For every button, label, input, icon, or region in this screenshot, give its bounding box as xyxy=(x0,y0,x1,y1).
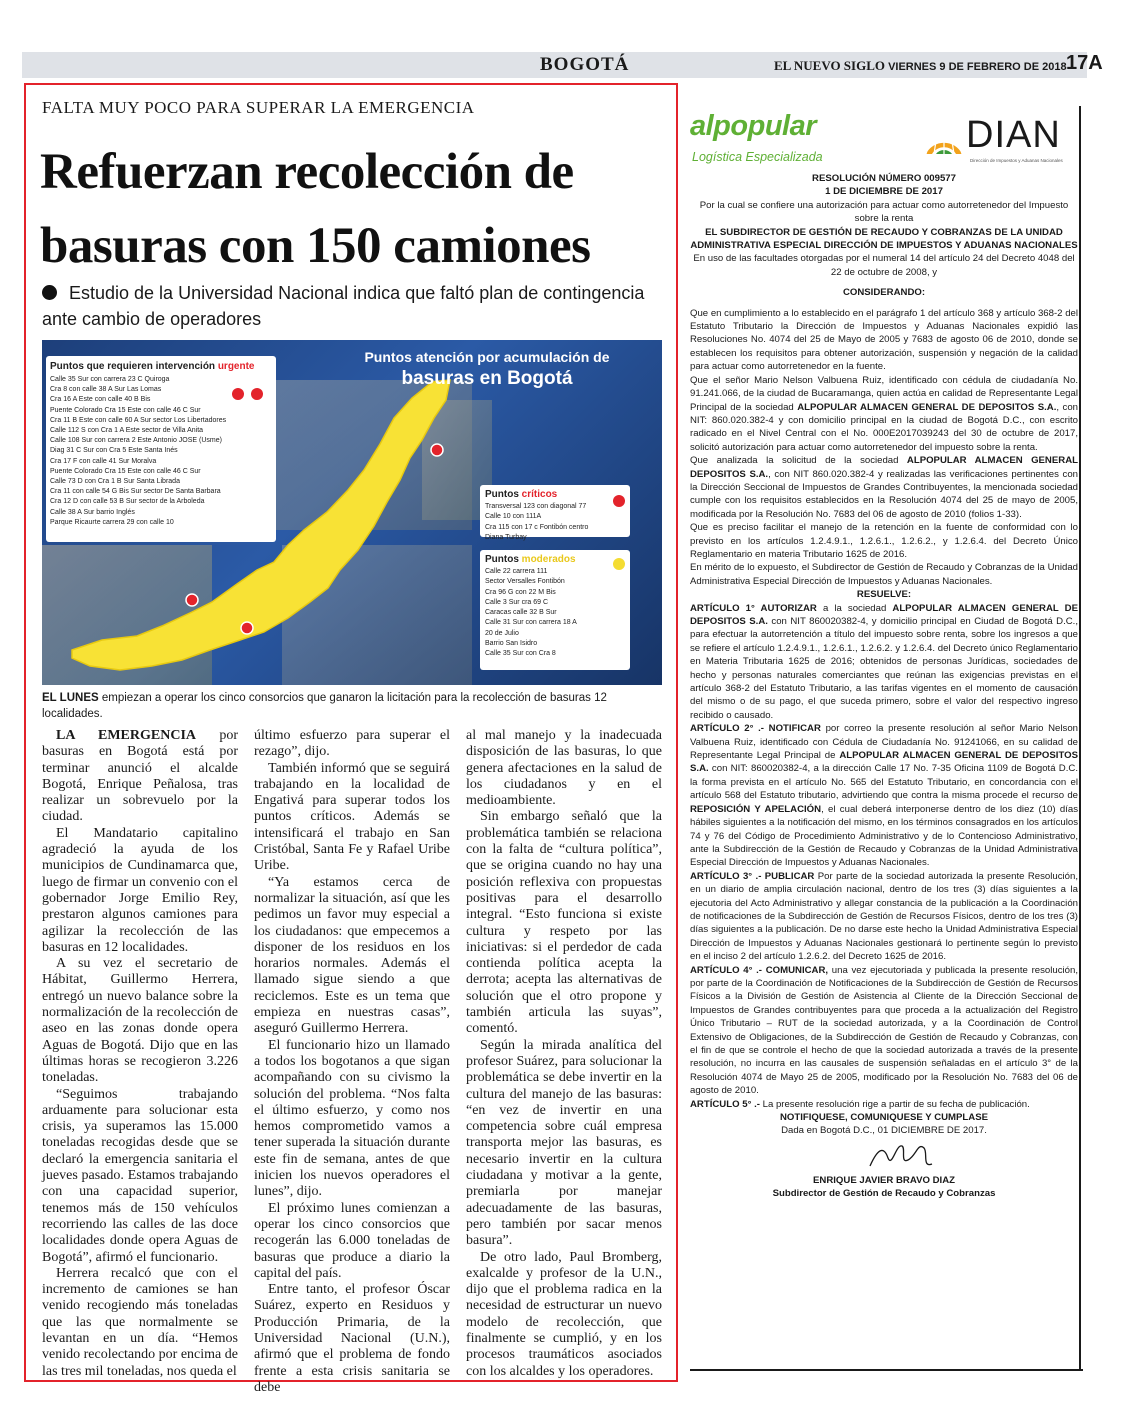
urgent-point: Calle 108 Sur con carrera 2 Este Antonio JOSE (Usme) xyxy=(50,437,222,445)
subhead-text: Estudio de la Universidad Nacional indica que faltó plan de contingencia ante cambio de operadores xyxy=(42,283,645,329)
infographic-map xyxy=(42,340,662,685)
paragraph: El funcionario hizo un llamado a todos los bogotanos a que sigan acompañando con su civismo la solución del problema. “Nos falta el último esfuerzo, y como nos hemos comprometido vamos a tener superada la situación durante este fin de semana, antes de que inicien los nuevos operadores el lunes”, dijo. xyxy=(254,1037,450,1200)
issue-date: VIERNES 9 DE FEBRERO DE 2018 xyxy=(888,61,1067,73)
paragraph-text: Por parte de la sociedad autorizada la presente Resolución, en un diario de amplia circulación nacional, dentro de los tres (3) días siguientes a la ejecutoria del Acto Administrativo y allegar constancia de la publicación a la Coordinación de notificaciones de la Subdirección de Gestión de Recursos Físicos, dentro de los tres (3) días siguientes a la publicación. De no darse este hecho la Unidad Administrativa Especial Dirección de Impuestos y Aduanas Nacionales gestionará lo pertinente según lo previsto en el inciso 2 del artículo 1.2.6.2. del Decreto 1625 de 2016. xyxy=(690,870,1078,963)
resolution-authority: EL SUBDIRECTOR DE GESTIÓN DE RECAUDO Y COBRANZAS DE LA UNIDAD ADMINISTRATIVA ESPECIAL DIRECCIÓN DE IMPUESTOS Y ADUANAS NACIONALES xyxy=(690,226,1078,252)
news-article xyxy=(24,83,678,1395)
paragraph: El próximo lunes comienzan a operar los cinco consorcios que recogerán las 6.000 toneladas de basuras que produce a diario la capital del país. xyxy=(254,1200,450,1281)
critical-point: Cra 115 con 17 c Fontibón centro xyxy=(485,523,589,531)
considering-paragraph: Que es preciso facilitar el manejo de la retención en la fuente de conformidad con lo previsto en los artículos 1.2.4.9.1., 1.2.6.1., 1.2.6.2., y 1.2.6.4. del Decreto Único Reglamentario en materia Tributario 1625 de 2016. xyxy=(690,522,1078,560)
urgent-point: Puente Colorado Cra 15 Este con calle 46 C Sur xyxy=(50,467,201,475)
signature xyxy=(690,1138,1078,1174)
urgent-point: Cra 11 B Este con calle 60 A Sur sector Los Libertadores xyxy=(50,416,227,424)
critical-legend-dot xyxy=(613,495,625,507)
moderate-point: Caracas calle 32 B Sur xyxy=(485,609,557,617)
article-4 xyxy=(690,964,1078,1098)
section-name: BOGOTÁ xyxy=(540,54,630,75)
resolution-number: RESOLUCIÓN NÚMERO 009577 xyxy=(812,173,956,184)
company-name: ALPOPULAR ALMACEN GENERAL DE DEPOSITOS S.A. xyxy=(690,750,1078,775)
critical-title-a: Puntos xyxy=(485,489,522,500)
dian-subtitle: Dirección de Impuestos y Aduanas Nacionales xyxy=(970,158,1063,163)
infographic-title-line1: Puntos atención por acumulación de xyxy=(364,349,610,365)
urgent-points-title xyxy=(50,360,272,374)
critical-point: Diana Turbay xyxy=(485,533,527,541)
article-column-2 xyxy=(254,728,450,1396)
paragraph: “Seguimos trabajando arduamente para solucionar esta crisis, ya superamos las 15.000 toneladas recogidas desde que se declaró la emergencia sanitaria el jueves pasado. Estamos trabajando con una capacidad superior, tenemos más de 150 vehículos recorriendo las calles de las doce localidades donde opera Aguas de Bogotá”, afirmó el funcionario. xyxy=(42,1086,238,1265)
company-name: ALPOPULAR ALMACEN GENERAL DE DEPOSITOS S.A. xyxy=(797,401,1057,413)
moderate-point: Sector Versalles Fontibón xyxy=(485,578,565,586)
resolution-date: 1 DE DICIEMBRE DE 2017 xyxy=(825,186,943,198)
paragraph: Entre tanto, el profesor Óscar Suárez, experto en Residuos y Producción Primaria, de la Universidad Nacional (U.N.), afirmó que el problema de fondo frente a esta crisis sanitaria se debe xyxy=(254,1282,450,1395)
dian-emblem-icon xyxy=(922,114,966,158)
infographic-caption xyxy=(42,690,662,722)
article-kicker: FALTA MUY POCO PARA SUPERAR LA EMERGENCIA xyxy=(42,98,475,117)
alpopular-tagline: Logística Especializada xyxy=(692,150,823,164)
lead-in: LA EMERGENCIA xyxy=(56,728,197,743)
moderate-point: Calle 3 Sur cra 69 C xyxy=(485,598,549,606)
closing-formula: NOTIFIQUESE, COMUNIQUESE Y CUMPLASE xyxy=(779,1112,989,1124)
article-5 xyxy=(690,1098,1078,1111)
urgent-point: Puente Colorado Cra 15 Este con calle 46 C Sur xyxy=(50,406,201,414)
paragraph: El Mandatario capitalino agradeció la ayuda de los municipios de Cundinamarca que, luego de firmar un convenio con el gobernador Jorge Emilio Rey, prestaron algunos camiones para agilizar la recolección de las basuras en 12 localidades. xyxy=(42,825,238,955)
paragraph: También informó que se seguirá trabajando en la localidad de Engativá para superar todos los puntos críticos. Además se intensificará el trabajo en San Cristóbal, Santa Fe y Rafael Uribe Uribe. xyxy=(254,760,450,874)
paragraph: Herrera recalcó que con el incremento de camiones se han venido recogiendo más toneladas que las que normalmente se levantan en un día. “Hemos venido recolectando por encima de las tres mil toneladas, nos queda el xyxy=(42,1265,238,1379)
moderate-legend-dot xyxy=(613,558,625,570)
dian-wordmark: DIAN xyxy=(966,114,1061,156)
paragraph-text: a la sociedad xyxy=(816,602,893,614)
signer-name: ENRIQUE JAVIER BRAVO DIAZ xyxy=(813,1174,955,1186)
paragraph-text: La presente resolución rige a partir de su fecha de publicación. xyxy=(759,1098,1030,1110)
critical-point: Calle 10 con 111A xyxy=(485,513,542,521)
paragraph-text: con NIT 860020382-4, y domicilio principal en Ciudad de Bogotá D.C., para efectuar la autorretención a título del impuesto sobre renta, sobre los ingresos a que se refiere el artículo 1.2.4.9.1., 1.2.6.1., 1.2.6.2. y 1.2.6.4. del Decreto único Reglamentario en Materia Tributaria 1625 de 2016; obtenidos de personas Jurídicas, sociedades de hecho y personas naturales comerciantes que reúnan las exigencias previstas en el artículo 368-2 del Estatuto Tributario, a las tarifas vigentes en el momento de causación del mismo o de su pago, el que suceda primero, sobre el valor del respectivo ingreso recibido o causado. xyxy=(690,616,1078,721)
urgent-title-a: Puntos xyxy=(50,361,84,372)
urgent-marker-2 xyxy=(251,388,263,400)
moderate-points-box xyxy=(480,550,630,670)
paragraph: A su vez el secretario de Hábitat, Guillermo Herrera, entregó un nuevo balance sobre la normalización de la recolección de aseo en las zonas donde opera Aguas de Bogotá. Dijo que en las últimas horas se recogieron 3.226 toneladas. xyxy=(42,956,238,1086)
paper-name: EL NUEVO SIGLO xyxy=(774,58,885,73)
urgent-point: Calle 112 S con Cra 1 A Este sector de Villa Anita xyxy=(50,427,204,435)
article-label: ARTÍCULO 2° .- NOTIFICAR xyxy=(690,723,821,735)
critical-points-title xyxy=(485,488,625,502)
company-name: ALPOPULAR ALMACEN GENERAL DEPOSITOS S.A. xyxy=(690,455,1078,480)
article-column-1 xyxy=(42,728,238,1380)
urgent-marker-1 xyxy=(232,388,244,400)
considering-paragraph: En mérito de lo expuesto, el Subdirector de Gestión de Recaudo y Cobranzas de la Unidad Administrativa Especial Dirección de Impuestos y Aduanas Nacionales. xyxy=(690,562,1078,587)
paragraph-text: Que analizada la solicitud de la sociedad xyxy=(690,455,907,467)
page-header xyxy=(22,52,1103,78)
paragraph xyxy=(42,728,238,826)
article-label: ARTÍCULO 1° AUTORIZAR xyxy=(690,602,817,614)
considering-paragraph xyxy=(690,374,1078,454)
moderate-point: 20 de Julio xyxy=(485,629,519,637)
urgent-title-b: que requieren intervención xyxy=(83,361,218,372)
company-name: ALPOPULAR ALMACEN GENERAL DE DEPOSITOS S.A. xyxy=(690,602,1078,627)
critical-point: Transversal 123 con diagonal 77 xyxy=(485,503,587,510)
urgent-points-box xyxy=(46,356,276,542)
moderate-point: Calle 22 carrera 111 xyxy=(485,568,548,575)
page-number: 17A xyxy=(1066,52,1103,74)
article-label: ARTÍCULO 4° .- COMUNICAR, xyxy=(690,964,829,976)
alpopular-logo: alpopular xyxy=(690,110,817,142)
urgent-point: Diag 31 C Sur con Cra 5 Este Santa Inés xyxy=(50,447,178,455)
paragraph: “Ya estamos cerca de normalizar la situación, así que les pedimos un favor muy especial a los ciudadanos: que empecemos a disponer de los residuos en los horarios normales. Además el llamado sigue siendo a que reciclemos. Este es un tema que empieza en nuestras casas”, aseguró Guillermo Herrera. xyxy=(254,874,450,1037)
urgent-point: Calle 73 D con Cra 1 B Sur Santa Librada xyxy=(50,478,180,486)
paragraph: último esfuerzo para superar el rezago”, dijo. xyxy=(254,728,450,760)
considering-paragraph: Que en cumplimiento a lo establecido en el parágrafo 1 del artículo 368 y artículo 368-2 del Estatuto Tributario la Dirección de Impuestos y Aduanas Nacionales expidió las Resoluciones No. 4074 del 25 de Mayo de 2005 y 7683 de agosto 06 de 2010, donde se establecen los requisitos para obtener autorización, suspensión y negación de la calidad para actuar como autorretenedor en la fuente. xyxy=(690,307,1078,373)
caption-text: empiezan a operar los cinco consorcios que ganaron la licitación para la recolección de basuras 12 localidades. xyxy=(42,692,607,720)
article-1 xyxy=(690,602,1078,723)
article-label: ARTÍCULO 3° .- PUBLICAR xyxy=(690,870,815,882)
urgent-point: Cra 11 con calle 54 G Bis Sur sector De Santa Barbara xyxy=(50,488,221,496)
critical-title-b: críticos xyxy=(521,489,558,500)
resolve-title: RESUELVE: xyxy=(856,589,912,601)
paragraph-text: , con NIT: 860.020.382-4 y con domicilio principal en la ciudad de Bogotá D.C., con escrito radicado en el Nivel Central con el No. 000E2017039243 del 30 de octubre de 2017, solicitó autorización para actuar como autorretenedor del impuesto sobre la renta. xyxy=(690,401,1078,453)
article-label: ARTÍCULO 5° .- xyxy=(690,1098,760,1110)
critical-marker-3 xyxy=(241,622,253,634)
moderate-points-title xyxy=(485,553,625,567)
critical-points-box xyxy=(480,485,630,541)
paragraph: al mal manejo y la inadecuada disposición de las basuras, lo que genera afectaciones en la salud de los ciudadanos y en el medioambiente. xyxy=(466,728,662,809)
infographic-title xyxy=(337,346,637,390)
moderate-point: Cra 96 G con 22 M Bis xyxy=(485,588,556,596)
paragraph-text: por basuras en Bogotá está por terminar anunció el alcalde Bogotá, Enrique Peñalosa, tras realizar un sobrevuelo por la ciudad. xyxy=(42,728,238,825)
urgent-point: Cra 12 D con calle 53 B Sur sector de la Arboleda xyxy=(50,498,205,506)
bullet-icon xyxy=(42,285,57,300)
dian-logo xyxy=(922,114,1082,164)
article-column-3 xyxy=(466,728,662,1380)
paragraph-text: con NIT: 860020382-4, a la dirección Calle 17 No. 7-35 Oficina 1109 de Bogotá D.C. la forma prevista en el artículo No. 565 del Estatuto Tributario, en concordancia con el artículo 568 del Estatuto tributario, advirtiendo que contra la misma procede el recurso de xyxy=(690,763,1078,802)
resolution-text xyxy=(690,172,1078,1201)
resolution-purpose: Por la cual se confiere una autorización para actuar como autorretenedor del Impuesto sobre la renta xyxy=(699,199,1069,225)
urgent-title-c: urgente xyxy=(217,361,255,372)
article-subhead xyxy=(42,280,662,332)
paragraph-text: , el cual deberá interponerse dentro de los diez (10) días hábiles siguientes a la notificación del mismo, en los términos consagrados en los artículos 74 y 76 del Código de Procedimiento Administrativo y de lo Contencioso Administrativo, ante la Subdirección de la Gestión de Recaudo y Cobranzas de la Unidad Administrativa Especial Dirección de Impuestos y Aduanas Nacionales. xyxy=(690,803,1079,869)
urgent-point: Calle 35 Sur con carrera 23 C Quiroga xyxy=(50,376,170,383)
article-3 xyxy=(690,870,1078,964)
urgent-point: Calle 38 A Sur barrio Inglés xyxy=(50,508,135,516)
moderate-title-b: moderados xyxy=(521,554,576,565)
paragraph-text: Que el señor Mario Nelson Valbuena Ruiz, identificado con cédula de ciudadanía No. 91.241.066, de la ciudad de Bucaramanga, quien actúa en calidad de Representante Legal Principal de la sociedad xyxy=(690,374,1078,413)
paragraph: Sin embargo señaló que la problemática también se relaciona con la falta de “cultura política”, que se origina cuando no hay una posición reflexiva con propuestas positivas para el desarrollo integral. “Esto funciona si existe cultura y respeto por las iniciativas: si el perdedor de cada contienda política acepta la derrota; acepta las alternativas de solución que el otro propone y también articula las suyas”, comentó. xyxy=(466,809,662,1037)
resolution-faculties: En uso de las facultades otorgadas por el numeral 14 del artículo 24 del Decreto 4048 del 22 de octubre de 2008, y xyxy=(693,253,1075,278)
urgent-point: Cra 8 con calle 38 A Sur Las Lomas xyxy=(50,386,162,394)
appeal-type: REPOSICIÓN Y APELACIÓN xyxy=(690,803,822,815)
paragraph: De otro lado, Paul Bromberg, exalcalde y profesor de la U.N., dijo que el problema radica en la necesidad de estructurar un nuevo modelo de recolección, que finalmente se cumplió, y en los procesos traumáticos asociados con los alcaldes y los operadores. xyxy=(466,1249,662,1379)
signature-icon xyxy=(866,1138,936,1174)
paragraph-text: por correo la presente resolución al señor Mario Nelson Valbuena Ruiz, identificado con Cédula de Ciudadanía No. 91241066, en su calidad de Representante Legal Principal de xyxy=(690,723,1078,762)
paragraph: Según la mirada analítica del profesor Suárez, para solucionar la problemática se debe invertir en la cultura del manejo de las basuras: “en vez de invertir en una competencia sobre cuál empresa transporta mejor las basuras, es necesario invertir en la cultura ciudadana y motivar a la gente, premiarla por manejar adecuadamente de las basuras, pero también por sacar menos basura”. xyxy=(466,1037,662,1249)
moderate-point: Barrio San Isidro xyxy=(485,640,538,648)
moderate-point: Calle 35 Sur con Cra 8 xyxy=(485,650,556,658)
legal-notice xyxy=(690,106,1078,1371)
considering-title: CONSIDERANDO: xyxy=(842,287,926,299)
moderate-point: Calle 31 Sur con carrera 18 A xyxy=(485,619,577,627)
urgent-point: Cra 16 A Este con calle 40 B Bis xyxy=(50,396,151,404)
given-date: Dada en Bogotá D.C., 01 DICIEMBRE DE 2017. xyxy=(781,1125,987,1137)
moderate-title-a: Puntos xyxy=(485,554,522,565)
article-2 xyxy=(690,722,1078,869)
signer-title: Subdirector de Gestión de Recaudo y Cobranzas xyxy=(772,1188,996,1200)
urgent-point: Cra 17 F con calle 41 Sur Moralva xyxy=(50,457,157,465)
masthead xyxy=(774,58,1067,74)
article-headline: Refuerzan recolección de basuras con 150 camiones xyxy=(40,144,591,274)
infographic-title-line2: basuras en Bogotá xyxy=(401,368,573,389)
considering-paragraph xyxy=(690,454,1078,521)
critical-marker-2 xyxy=(186,594,198,606)
urgent-point: Parque Ricaurte carrera 29 con calle 10 xyxy=(50,518,174,526)
paragraph-text: una vez ejecutoriada y publicada la presente resolución, por parte de la Coordinación de Notificaciones de la Subdirección de Gestión de Recursos Físicos a la División de Gestión de Asistencia al Cliente de la Dirección Seccional de Impuestos de Grandes contribuyentes para que proceda a la actualización del Registro Único Tributario – RUT de la sociedad autorizada, y a la Coordinación de Control Extensivo de Obligaciones, de la Subdirección de Gestión de Recaudo y Cobranzas, con el fin de que se controle el hecho de que la sociedad autorizada a través de la presente resolución, no incurra en las causales de suspensión señaladas en el artículo 3° de la Resolución 4074 de Mayo 25 de 2005, modificado por la Resolución No. 7683 del 06 de agosto de 2010. xyxy=(690,964,1078,1097)
paragraph-text: , con NIT 860.020.382-4 y realizadas las verificaciones pertinentes con la Dirección Seccional de Impuestos de Grandes Contribuyentes, la mencionada sociedad cumple con los requisitos establecidos en la Resolución 4074 del 25 de mayo de 2005, modificada por la Resolución No. 7683 del 06 de agosto de 2010 (folios 1-33). xyxy=(690,468,1079,520)
critical-marker-1 xyxy=(431,444,443,456)
caption-lead: EL LUNES xyxy=(42,692,99,704)
